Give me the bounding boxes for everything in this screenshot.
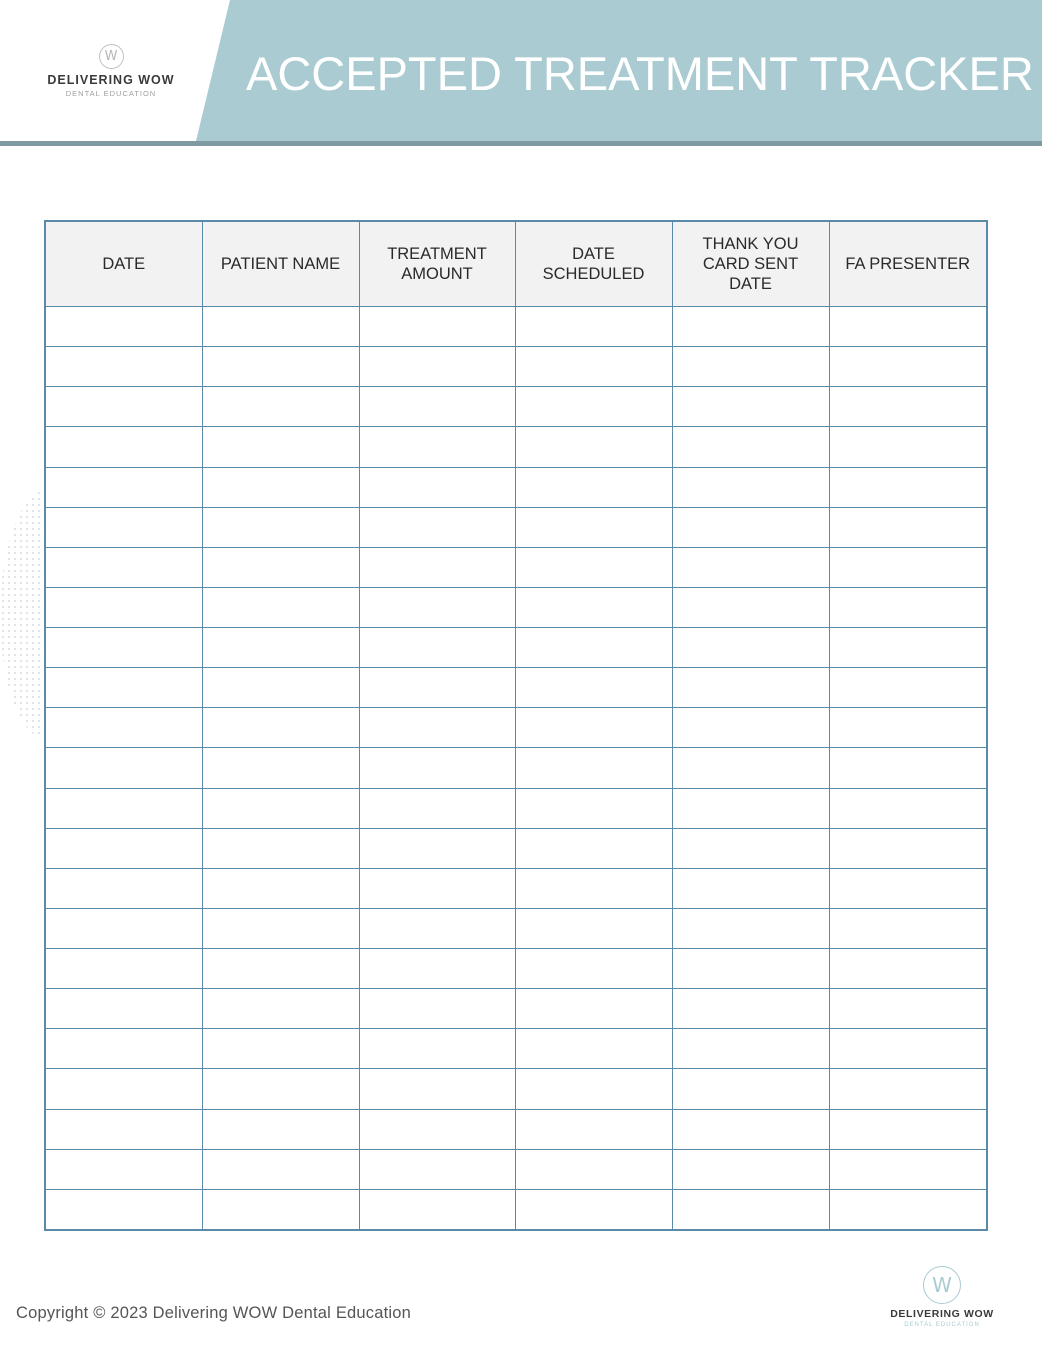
table-cell	[45, 748, 202, 788]
table-cell	[515, 1189, 672, 1230]
table-header-row	[45, 221, 987, 307]
table-cell	[672, 347, 829, 387]
table-cell	[672, 748, 829, 788]
table-cell	[829, 347, 987, 387]
table-row	[45, 547, 987, 587]
table-cell	[45, 628, 202, 668]
column-header-label: DATE	[102, 255, 146, 273]
table-cell	[45, 1189, 202, 1230]
table-cell	[515, 467, 672, 507]
table-cell	[829, 507, 987, 547]
table-cell	[359, 507, 515, 547]
table-row	[45, 347, 987, 387]
table-cell	[359, 908, 515, 948]
column-header-treatment-amount	[359, 221, 515, 307]
table-row	[45, 587, 987, 627]
table-cell	[515, 708, 672, 748]
table-cell	[45, 668, 202, 708]
table-cell	[829, 307, 987, 347]
table-cell	[515, 1069, 672, 1109]
table-row	[45, 828, 987, 868]
table-cell	[672, 868, 829, 908]
table-cell	[672, 587, 829, 627]
table-cell	[515, 1029, 672, 1069]
table-cell	[202, 748, 359, 788]
column-header-thank-you-card-sent-date	[672, 221, 829, 307]
table-row	[45, 507, 987, 547]
table-cell	[359, 748, 515, 788]
table-cell	[829, 1029, 987, 1069]
table-cell	[359, 1189, 515, 1230]
table-cell	[359, 828, 515, 868]
table-cell	[45, 1109, 202, 1149]
decorative-dot-pattern	[0, 490, 48, 740]
table-cell	[202, 347, 359, 387]
table-cell	[202, 467, 359, 507]
table-cell	[45, 547, 202, 587]
table-cell	[672, 547, 829, 587]
table-cell	[829, 547, 987, 587]
column-header-date-scheduled	[515, 221, 672, 307]
table-row	[45, 708, 987, 748]
table-cell	[515, 949, 672, 989]
table-cell	[515, 628, 672, 668]
table-row	[45, 387, 987, 427]
table-cell	[359, 387, 515, 427]
logo-name: DELIVERING WOW	[47, 73, 175, 87]
table-cell	[45, 387, 202, 427]
table-cell	[829, 949, 987, 989]
table-cell	[45, 307, 202, 347]
column-header-label: THANK YOU CARD SENT DATE	[702, 235, 799, 293]
table-cell	[672, 949, 829, 989]
table-cell	[45, 868, 202, 908]
tracker-table-body	[45, 307, 987, 1231]
table-row	[45, 1109, 987, 1149]
column-header-label: DATE SCHEDULED	[542, 245, 645, 283]
table-cell	[45, 467, 202, 507]
table-cell	[515, 587, 672, 627]
logo-w-icon: W	[99, 44, 124, 69]
table-row	[45, 668, 987, 708]
table-row	[45, 307, 987, 347]
table-cell	[202, 507, 359, 547]
table-cell	[829, 1149, 987, 1189]
table-cell	[359, 949, 515, 989]
table-row	[45, 1029, 987, 1069]
table-row	[45, 427, 987, 467]
table-cell	[829, 788, 987, 828]
column-header-label: TREATMENT AMOUNT	[387, 245, 487, 283]
table-cell	[672, 387, 829, 427]
table-cell	[45, 507, 202, 547]
table-cell	[672, 788, 829, 828]
table-cell	[45, 427, 202, 467]
table-cell	[672, 908, 829, 948]
table-cell	[359, 427, 515, 467]
table-cell	[829, 628, 987, 668]
table-cell	[359, 467, 515, 507]
table-cell	[829, 1109, 987, 1149]
footer-logo	[880, 1266, 1004, 1328]
table-cell	[45, 347, 202, 387]
header-rule	[0, 141, 1042, 146]
page-header	[0, 0, 1042, 146]
table-row	[45, 868, 987, 908]
table-cell	[515, 547, 672, 587]
table-cell	[515, 668, 672, 708]
table-cell	[202, 788, 359, 828]
table-cell	[672, 1109, 829, 1149]
table-cell	[515, 748, 672, 788]
table-cell	[829, 989, 987, 1029]
table-cell	[45, 708, 202, 748]
copyright-text: Copyright © 2023 Delivering WOW Dental Education	[16, 1304, 412, 1322]
table-cell	[515, 347, 672, 387]
table-cell	[359, 347, 515, 387]
table-cell	[202, 387, 359, 427]
table-cell	[202, 1069, 359, 1109]
table-cell	[202, 427, 359, 467]
table-cell	[45, 1029, 202, 1069]
table-cell	[829, 908, 987, 948]
table-cell	[202, 307, 359, 347]
table-row	[45, 1149, 987, 1189]
table-cell	[202, 628, 359, 668]
table-cell	[359, 708, 515, 748]
table-cell	[359, 547, 515, 587]
table-cell	[515, 1109, 672, 1149]
table-cell	[672, 708, 829, 748]
table-row	[45, 949, 987, 989]
table-cell	[359, 307, 515, 347]
column-header-label: PATIENT NAME	[220, 255, 341, 273]
table-row	[45, 467, 987, 507]
table-cell	[672, 1069, 829, 1109]
table-row	[45, 1189, 987, 1230]
table-cell	[202, 668, 359, 708]
table-row	[45, 628, 987, 668]
table-cell	[45, 908, 202, 948]
logo-name: DELIVERING WOW	[890, 1308, 994, 1320]
table-cell	[672, 1189, 829, 1230]
table-cell	[829, 387, 987, 427]
table-cell	[515, 828, 672, 868]
table-cell	[202, 949, 359, 989]
table-cell	[672, 628, 829, 668]
table-cell	[672, 427, 829, 467]
table-cell	[45, 1069, 202, 1109]
table-cell	[515, 507, 672, 547]
table-cell	[672, 668, 829, 708]
table-cell	[359, 587, 515, 627]
table-row	[45, 989, 987, 1029]
table-cell	[359, 868, 515, 908]
table-cell	[359, 1109, 515, 1149]
table-cell	[515, 1149, 672, 1189]
table-cell	[515, 307, 672, 347]
table-cell	[359, 668, 515, 708]
table-cell	[829, 1189, 987, 1230]
table-cell	[672, 307, 829, 347]
table-cell	[672, 1029, 829, 1069]
page-title: ACCEPTED TREATMENT TRACKER	[246, 47, 1034, 100]
table-cell	[45, 989, 202, 1029]
table-cell	[829, 467, 987, 507]
table-row	[45, 788, 987, 828]
table-row	[45, 1069, 987, 1109]
table-cell	[202, 908, 359, 948]
header-logo	[40, 44, 182, 98]
table-cell	[672, 467, 829, 507]
table-cell	[202, 868, 359, 908]
table-cell	[829, 828, 987, 868]
table-cell	[515, 427, 672, 467]
table-cell	[202, 587, 359, 627]
table-cell	[202, 1109, 359, 1149]
table-cell	[359, 788, 515, 828]
table-cell	[672, 989, 829, 1029]
table-cell	[829, 427, 987, 467]
logo-w-icon: W	[923, 1266, 961, 1304]
table-cell	[202, 828, 359, 868]
table-cell	[202, 1189, 359, 1230]
table-cell	[45, 1149, 202, 1189]
table-cell	[515, 989, 672, 1029]
table-cell	[672, 507, 829, 547]
table-cell	[829, 587, 987, 627]
logo-subtitle: DENTAL EDUCATION	[904, 1322, 980, 1328]
table-cell	[359, 989, 515, 1029]
logo-subtitle: DENTAL EDUCATION	[65, 89, 157, 98]
table-cell	[45, 587, 202, 627]
table-cell	[202, 1149, 359, 1189]
column-header-fa-presenter	[829, 221, 987, 307]
table-cell	[672, 1149, 829, 1189]
table-cell	[515, 788, 672, 828]
table-cell	[45, 828, 202, 868]
table-cell	[829, 868, 987, 908]
table-cell	[202, 708, 359, 748]
table-cell	[202, 989, 359, 1029]
table-cell	[829, 668, 987, 708]
table-cell	[359, 1029, 515, 1069]
table-cell	[515, 868, 672, 908]
table-cell	[829, 748, 987, 788]
table-cell	[672, 828, 829, 868]
column-header-date	[45, 221, 202, 307]
table-cell	[829, 1069, 987, 1109]
column-header-label: FA PRESENTER	[845, 255, 971, 273]
table-cell	[45, 949, 202, 989]
table-cell	[202, 547, 359, 587]
table-cell	[359, 628, 515, 668]
table-cell	[45, 788, 202, 828]
column-header-patient-name	[202, 221, 359, 307]
table-row	[45, 908, 987, 948]
table-row	[45, 748, 987, 788]
table-cell	[359, 1069, 515, 1109]
tracker-table	[44, 220, 988, 1231]
table-cell	[829, 708, 987, 748]
table-cell	[202, 1029, 359, 1069]
table-cell	[359, 1149, 515, 1189]
table-cell	[515, 387, 672, 427]
table-cell	[515, 908, 672, 948]
